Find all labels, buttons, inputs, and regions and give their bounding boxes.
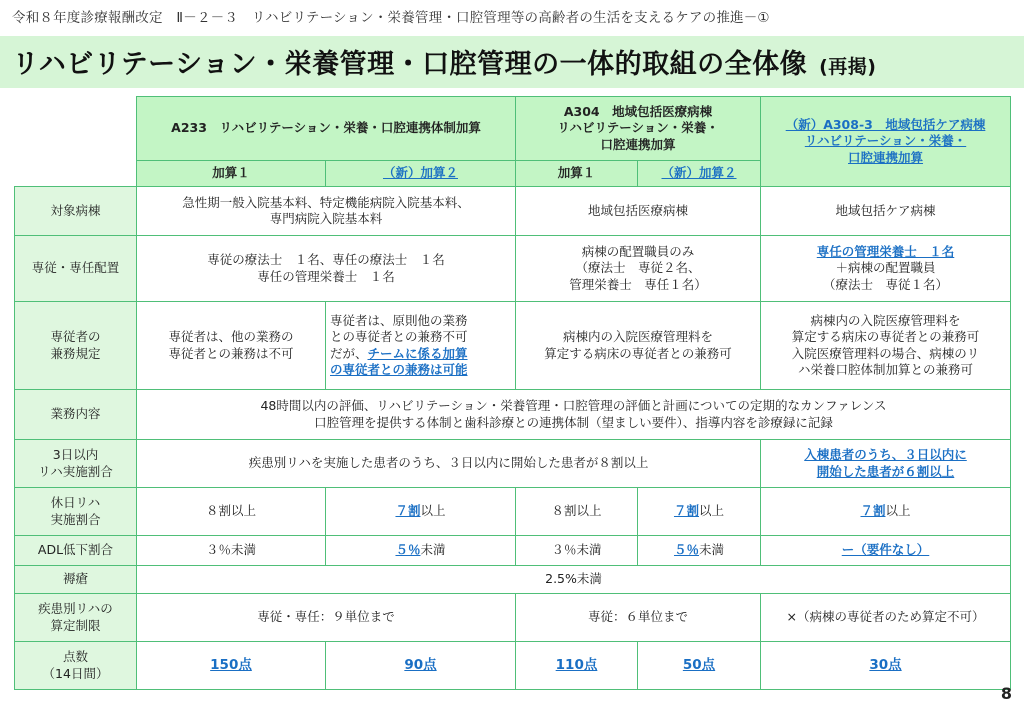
- cell-pressure-ulcer-all: 2.5%未満: [137, 566, 1011, 594]
- comparison-table: [14, 96, 1011, 690]
- adl-2-highlight: ５％: [395, 542, 421, 558]
- corner-cell: [15, 97, 137, 187]
- cell-adl-3: ３％未満: [516, 536, 638, 566]
- cell-concurrent-a233-1: 専従者は、他の業務の 専従者との兼務は不可: [137, 302, 326, 390]
- row-label-3day-rehab: 3日以内 リハ実施割合: [15, 440, 137, 488]
- staffing-a308-highlight: 専任の管理栄養士 １名: [816, 244, 955, 260]
- sub-header-a304-2: （新）加算２: [638, 161, 761, 187]
- page-title-sub: (再掲): [819, 56, 877, 78]
- cell-points-2: 90点: [326, 642, 516, 690]
- page-title: [12, 42, 876, 81]
- cell-target-a308: 地域包括ケア病棟: [761, 187, 1011, 236]
- page-title-main: リハビリテーション・栄養管理・口腔管理の一体的取組の全体像: [12, 49, 808, 80]
- row-label-pressure-ulcer: 褥瘡: [15, 566, 137, 594]
- cell-staffing-a304: 病棟の配置職員のみ （療法士 専従２名、 管理栄養士 専任１名）: [516, 236, 761, 302]
- cell-holiday-5: [761, 488, 1011, 536]
- holiday-2-highlight: ７割: [395, 503, 421, 519]
- cell-target-a233: 急性期一般入院基本料、特定機能病院入院基本料、 専門病院入院基本料: [137, 187, 516, 236]
- cell-points-4: 50点: [638, 642, 761, 690]
- holiday-4-highlight: ７割: [673, 503, 699, 519]
- adl-4-highlight: ５％: [673, 542, 699, 558]
- cell-concurrent-a304: 病棟内の入院医療管理料を 算定する病床の専従者との兼務可: [516, 302, 761, 390]
- cell-adl-5: ー（要件なし）: [761, 536, 1011, 566]
- cell-rehab-limit-a233: 専従・専任：９単位まで: [137, 594, 516, 642]
- adl-2-rest: 未満: [420, 542, 446, 558]
- concurrent-a233-2-highlight: チームに係る加算 の専従者との兼務は可能: [330, 345, 468, 377]
- title-bar: [0, 36, 1024, 88]
- cell-duties-all: 48時間以内の評価、リハビリテーション・栄養管理・口腔管理の評価と計画についての定期的なカンファレンス 口腔管理を提供する体制と歯科診療との連携体制（望ましい要件）、指導内容を診療録に記録: [137, 390, 1011, 440]
- col-header-a233: A233 リハビリテーション・栄養・口腔連携体制加算: [137, 97, 516, 161]
- cell-3day-rehab-a308: 入棟患者のうち、３日以内に 開始した患者が６割以上: [761, 440, 1011, 488]
- cell-staffing-a233: 専従の療法士 １名、専任の療法士 １名 専任の管理栄養士 １名: [137, 236, 516, 302]
- row-label-concurrent: 専従者の 兼務規定: [15, 302, 137, 390]
- cell-holiday-4: [638, 488, 761, 536]
- sub-header-a233-1: 加算１: [137, 161, 326, 187]
- row-label-points: 点数 （14日間）: [15, 642, 137, 690]
- cell-concurrent-a233-2: [326, 302, 516, 390]
- holiday-4-rest: 以上: [699, 503, 725, 519]
- page-number: 8: [1000, 684, 1012, 703]
- row-label-rehab-limit: 疾患別リハの 算定制限: [15, 594, 137, 642]
- holiday-5-rest: 以上: [885, 503, 911, 519]
- row-label-holiday-rehab: 休日リハ 実施割合: [15, 488, 137, 536]
- cell-adl-4: [638, 536, 761, 566]
- cell-holiday-2: [326, 488, 516, 536]
- cell-points-5: 30点: [761, 642, 1011, 690]
- row-label-duties: 業務内容: [15, 390, 137, 440]
- row-label-adl: ADL低下割合: [15, 536, 137, 566]
- cell-rehab-limit-a308: ×（病棟の専従者のため算定不可）: [761, 594, 1011, 642]
- cell-rehab-limit-a304: 専従：６単位まで: [516, 594, 761, 642]
- cell-staffing-a308: [761, 236, 1011, 302]
- holiday-5-highlight: ７割: [860, 503, 886, 519]
- sub-header-a233-2: （新）加算２: [326, 161, 516, 187]
- holiday-2-rest: 以上: [420, 503, 446, 519]
- cell-adl-1: ３％未満: [137, 536, 326, 566]
- cell-target-a304: 地域包括医療病棟: [516, 187, 761, 236]
- adl-4-rest: 未満: [699, 542, 725, 558]
- cell-concurrent-a308: 病棟内の入院医療管理料を 算定する病床の専従者との兼務可 入院医療管理料の場合、病棟のリ ハ栄養口腔体制加算との兼務可: [761, 302, 1011, 390]
- col-header-a304: A304 地域包括医療病棟 リハビリテーション・栄養・ 口腔連携加算: [516, 97, 761, 161]
- row-label-staffing: 専従・専任配置: [15, 236, 137, 302]
- concurrent-a233-2-plain: 専従者は、原則他の業務 との専従者との兼務不可 だが、: [330, 313, 468, 361]
- breadcrumb: 令和８年度診療報酬改定 Ⅱ－２－３ リハビリテーション・栄養管理・口腔管理等の高齢者の生活を支えるケアの推進－①: [12, 10, 770, 26]
- row-label-target-ward: 対象病棟: [15, 187, 137, 236]
- col-header-a308: （新）A308-3 地域包括ケア病棟 リハビリテーション・栄養・ 口腔連携加算: [761, 97, 1011, 187]
- cell-adl-2: [326, 536, 516, 566]
- cell-holiday-3: ８割以上: [516, 488, 638, 536]
- sub-header-a304-1: 加算１: [516, 161, 638, 187]
- cell-3day-rehab-a: 疾患別リハを実施した患者のうち、３日以内に開始した患者が８割以上: [137, 440, 761, 488]
- staffing-a308-rest: ＋病棟の配置職員 （療法士 専従１名）: [823, 260, 949, 292]
- cell-holiday-1: ８割以上: [137, 488, 326, 536]
- cell-points-3: 110点: [516, 642, 638, 690]
- cell-points-1: 150点: [137, 642, 326, 690]
